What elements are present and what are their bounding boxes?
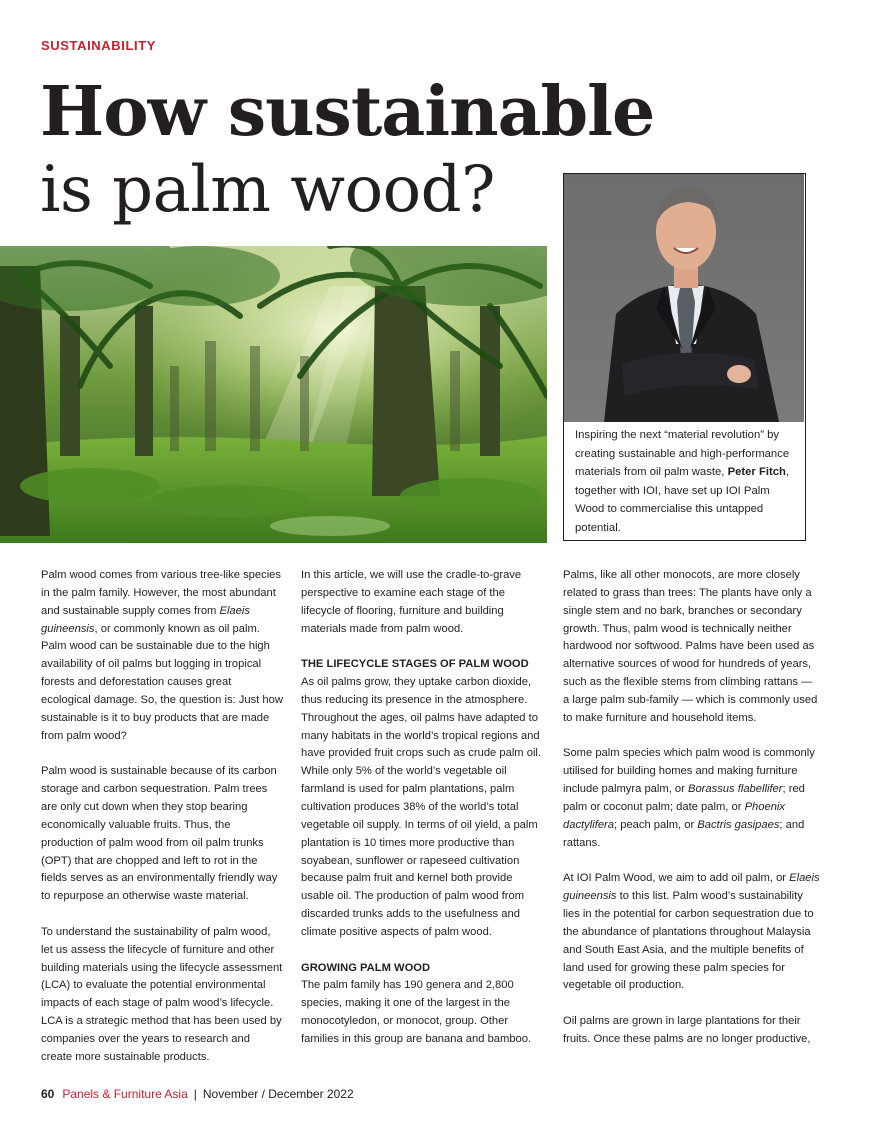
paragraph: In this article, we will use the cradle-to-grave perspective to examine each stage of the lifecycle of flooring, furniture and building materials made from palm wood. (301, 569, 522, 635)
text-run: to this list. Palm wood’s sustainability lies in the potential for carbon sequestration due to the abundance of plantations throughout Malaysia and South East Asia, and the multiple benefits of land used for growing these palm species for vegetable oil production. (563, 890, 814, 992)
article-column-2 (301, 567, 543, 1067)
article-column-3 (563, 567, 821, 1067)
footer-separator: | (193, 1087, 197, 1101)
text-run: ; peach palm, or (614, 818, 698, 831)
portrait-photo (564, 174, 804, 422)
profile-box (563, 173, 806, 541)
species-name: Bactris gasipaes (697, 818, 780, 831)
subheading-growing: GROWING PALM WOOD (301, 961, 431, 974)
text-run: ; and rattans. (563, 818, 805, 849)
profile-caption (575, 426, 797, 537)
text-run: , or commonly known as oil palm. Palm wood can be sustainable due to the high availability of oil palms but logging in tropical forests and deforestation causes great ecological damage. So, the question is: Just how sustainable is it to buy products that are made from palm wood? (41, 622, 283, 742)
paragraph: Oil palms are grown in large plantations for their fruits. Once these palms are no longer productive, (563, 1015, 811, 1045)
text-run: ; red palm or coconut palm; date palm, or (563, 783, 805, 813)
species-name: Elaeis guineensis (563, 872, 820, 903)
paragraph (563, 870, 821, 995)
paragraph: The palm family has 190 genera and 2,800 species, making it one of the largest in the monocotyledon, or monocot, group. Other families in this group are banana and bamboo. (301, 979, 532, 1045)
text-run: Some palm species which palm wood is commonly utilised for building homes and making furniture include palmyra palm, or (563, 747, 815, 796)
palm-forest-photo (0, 246, 547, 543)
species-name: Phoenix dactylifera (563, 800, 786, 831)
caption-text-end: , together with IOI, have set up IOI Palm Wood to commercialise this untapped potential. (575, 466, 790, 534)
caption-name: Peter Fitch (727, 466, 786, 478)
paragraph (41, 567, 283, 745)
text-run: At IOI Palm Wood, we aim to add oil palm, or (563, 872, 790, 885)
page-title-line2: is palm wood? (40, 153, 495, 227)
subheading-lifecycle: THE LIFECYCLE STAGES OF PALM WOOD (301, 658, 529, 671)
text-run: Palm wood comes from various tree-like species in the palm family. However, the most abundant and sustainable supply comes from (41, 569, 281, 617)
caption-text: Inspiring the next “material revolution” by creating sustainable and high-performance materials from oil palm waste, (575, 429, 790, 478)
page-number: 60 (41, 1087, 55, 1101)
paragraph: Palm wood is sustainable because of its carbon storage and carbon sequestration. Palm trees are only cut down when they stop bearing economically valuable fruits. Thus, the production of palm wood from oil palm trunks (OPT) that are chopped and left to rot in the fields serves as an environmentally friendly way to repurpose an otherwise waste material. (41, 765, 278, 903)
paragraph (563, 745, 821, 852)
species-name: Elaeis guineensis (41, 604, 250, 635)
paragraph: Palms, like all other monocots, are more closely related to grass than trees: The plants have only a single stem and no bark, branches or secondary growth. Thus, palm wood is technically neither hardwood nor softwood. Palms have been used as alternative sources of wood for hundreds of years, such as the flexible stems from climbing rattans — a large palm sub-family — which is commonly used to make furniture and household items. (563, 569, 818, 724)
paragraph: As oil palms grow, they uptake carbon dioxide, thus reducing its presence in the atmosphere. Throughout the ages, oil palms have adapted to many habitats in the world’s tropical regions and have provided fruit crops such as crude palm oil. While only 5% of the world’s vegetable oil farmland is used for palm plantations, palm cultivation produces 38% of the world’s total vegetable oil supply. In terms of oil yield, a palm plantation is 10 times more productive than soyabean, sunflower or rapeseed cultivation because palm fruit and kernel both provide usable oil. The production of palm wood from discarded trunks adds to the usefulness and climate positive aspects of palm wood. (301, 676, 542, 938)
species-name: Borassus flabellifer (687, 783, 783, 796)
article-column-1 (41, 567, 283, 1084)
page-title: How sustainable (40, 72, 655, 152)
issue-date: November / December 2022 (202, 1087, 354, 1101)
section-label: SUSTAINABILITY (41, 38, 157, 53)
magazine-name: Panels & Furniture Asia (62, 1087, 188, 1101)
page-footer (41, 1087, 354, 1101)
paragraph: To understand the sustainability of palm wood, let us assess the lifecycle of furniture and other building materials using the lifecycle assessment (LCA) to evaluate the potential environmental impacts of each stage of palm wood’s lifecycle. LCA is a strategic method that has been used by companies over the years to research and create more sustainable products. (41, 925, 283, 1063)
